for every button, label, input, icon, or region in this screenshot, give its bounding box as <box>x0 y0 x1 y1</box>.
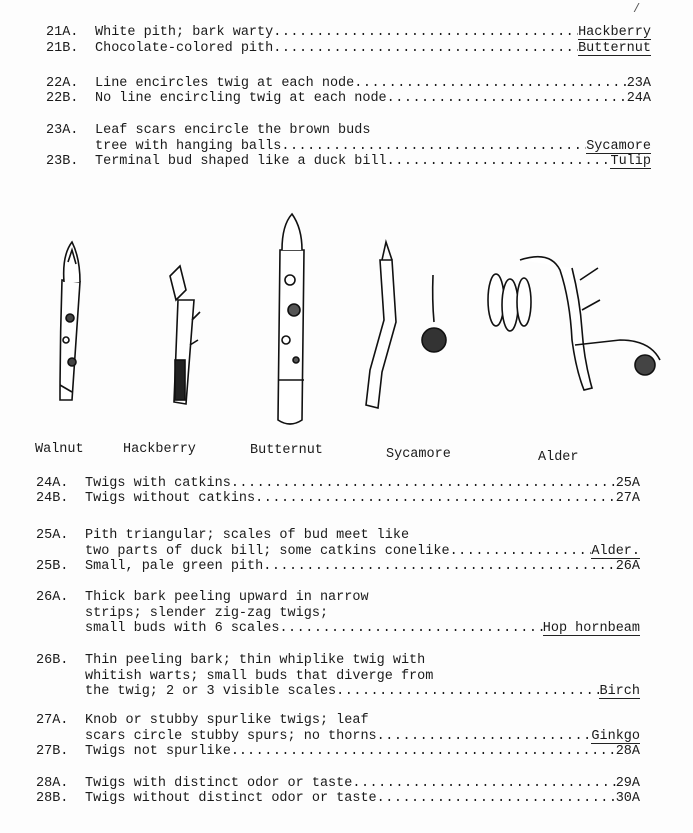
key-entry-text: Small, pale green pith <box>85 559 264 574</box>
hackberry-twig-drawing <box>170 266 200 404</box>
caption-hackberry: Hackberry <box>123 442 196 457</box>
key-entry-id: 22B. <box>46 91 79 106</box>
key-entry-text: Chocolate-colored pith <box>95 41 274 56</box>
key-entry-id: 25A. <box>36 528 69 543</box>
key-entry-text: No line encircling twig at each node <box>95 91 387 106</box>
key-entry-text: strips; slender zig-zag twigs; <box>85 605 329 621</box>
key-entry-result: Tulip <box>610 154 651 169</box>
key-entry-id: 23B. <box>46 154 79 169</box>
caption-walnut: Walnut <box>35 442 84 457</box>
key-entry-text: Twigs with catkins <box>85 476 231 491</box>
key-entry-id: 24B. <box>36 491 69 506</box>
key-entry-text: Knob or stubby spurlike twigs; leaf <box>85 713 369 728</box>
key-entry-result: Hop hornbeam <box>542 621 640 636</box>
alder-twig-drawing <box>488 257 660 390</box>
key-entry-text: Line encircles twig at each node <box>95 76 355 91</box>
key-entry-text: two parts of duck bill; some catkins conelike <box>85 543 450 559</box>
key-entry-result: Hackberry <box>578 25 651 40</box>
key-entry-result: 26A <box>615 559 640 574</box>
butternut-twig-drawing <box>278 214 304 424</box>
key-entry-result: Butternut <box>578 41 651 56</box>
key-entry-text: Thin peeling bark; thin whiplike twig with <box>85 653 426 668</box>
key-entry-text: scars circle stubby spurs; no thorns <box>85 728 377 744</box>
key-entry-id: 21B. <box>46 41 79 56</box>
key-entry-text: Twigs not spurlike.. <box>85 744 248 759</box>
key-entry-id: 21A. <box>46 25 79 40</box>
key-entry-id: 24A. <box>36 476 69 491</box>
key-entry-id: 26B. <box>36 653 69 668</box>
key-entry-id: 26A. <box>36 590 69 605</box>
key-entry-text: Twigs without distinct odor or taste <box>85 791 377 806</box>
corner-mark: / <box>633 2 641 16</box>
sycamore-twig-drawing <box>366 242 446 408</box>
key-entry-text: Leaf scars encircle the brown buds <box>95 123 371 138</box>
walnut-twig-drawing <box>60 242 80 400</box>
key-entry-text: tree with hanging balls <box>95 138 282 154</box>
key-entry-id: 28B. <box>36 791 69 806</box>
key-entry-text: whitish warts; small buds that diverge from <box>85 668 434 684</box>
key-entry-id: 25B. <box>36 559 69 574</box>
key-entry-id: 27B. <box>36 744 69 759</box>
caption-butternut: Butternut <box>250 443 323 458</box>
key-entry-text: Terminal bud shaped like a duck bill <box>95 154 387 169</box>
key-entry-result: Birch <box>599 684 640 699</box>
key-entry-text: Pith triangular; scales of bud meet like <box>85 528 410 543</box>
key-entry-result: 25A <box>615 476 640 491</box>
key-entry-id: 22A. <box>46 76 79 91</box>
key-entry-result: Sycamore <box>586 138 651 154</box>
caption-alder: Alder <box>538 450 579 465</box>
key-entry-text: Twigs without catkins <box>85 491 256 506</box>
key-entry-result: 30A <box>615 791 640 806</box>
key-entry-result: 23A <box>626 76 651 91</box>
key-entry-id: 27A. <box>36 713 69 728</box>
key-entry-result: 24A <box>626 91 651 106</box>
key-entry-id: 28A. <box>36 776 69 791</box>
key-entry-result: 27A <box>615 491 640 506</box>
key-entry-result: Alder. <box>591 543 640 559</box>
key-entry-text: Thick bark peeling upward in narrow <box>85 590 369 605</box>
caption-sycamore: Sycamore <box>386 447 451 462</box>
key-entry-id: 23A. <box>46 123 79 138</box>
key-entry-result: Ginkgo <box>591 728 640 744</box>
key-entry-text: small buds with 6 scales <box>85 621 280 636</box>
key-entry-text: the twig; 2 or 3 visible scales <box>85 684 337 699</box>
key-entry-text: Twigs with distinct odor or taste <box>85 776 353 791</box>
key-entry-text: White pith; bark warty <box>95 25 274 40</box>
key-entry-result: 28A <box>615 744 640 759</box>
key-entry-result: 29A <box>615 776 640 791</box>
